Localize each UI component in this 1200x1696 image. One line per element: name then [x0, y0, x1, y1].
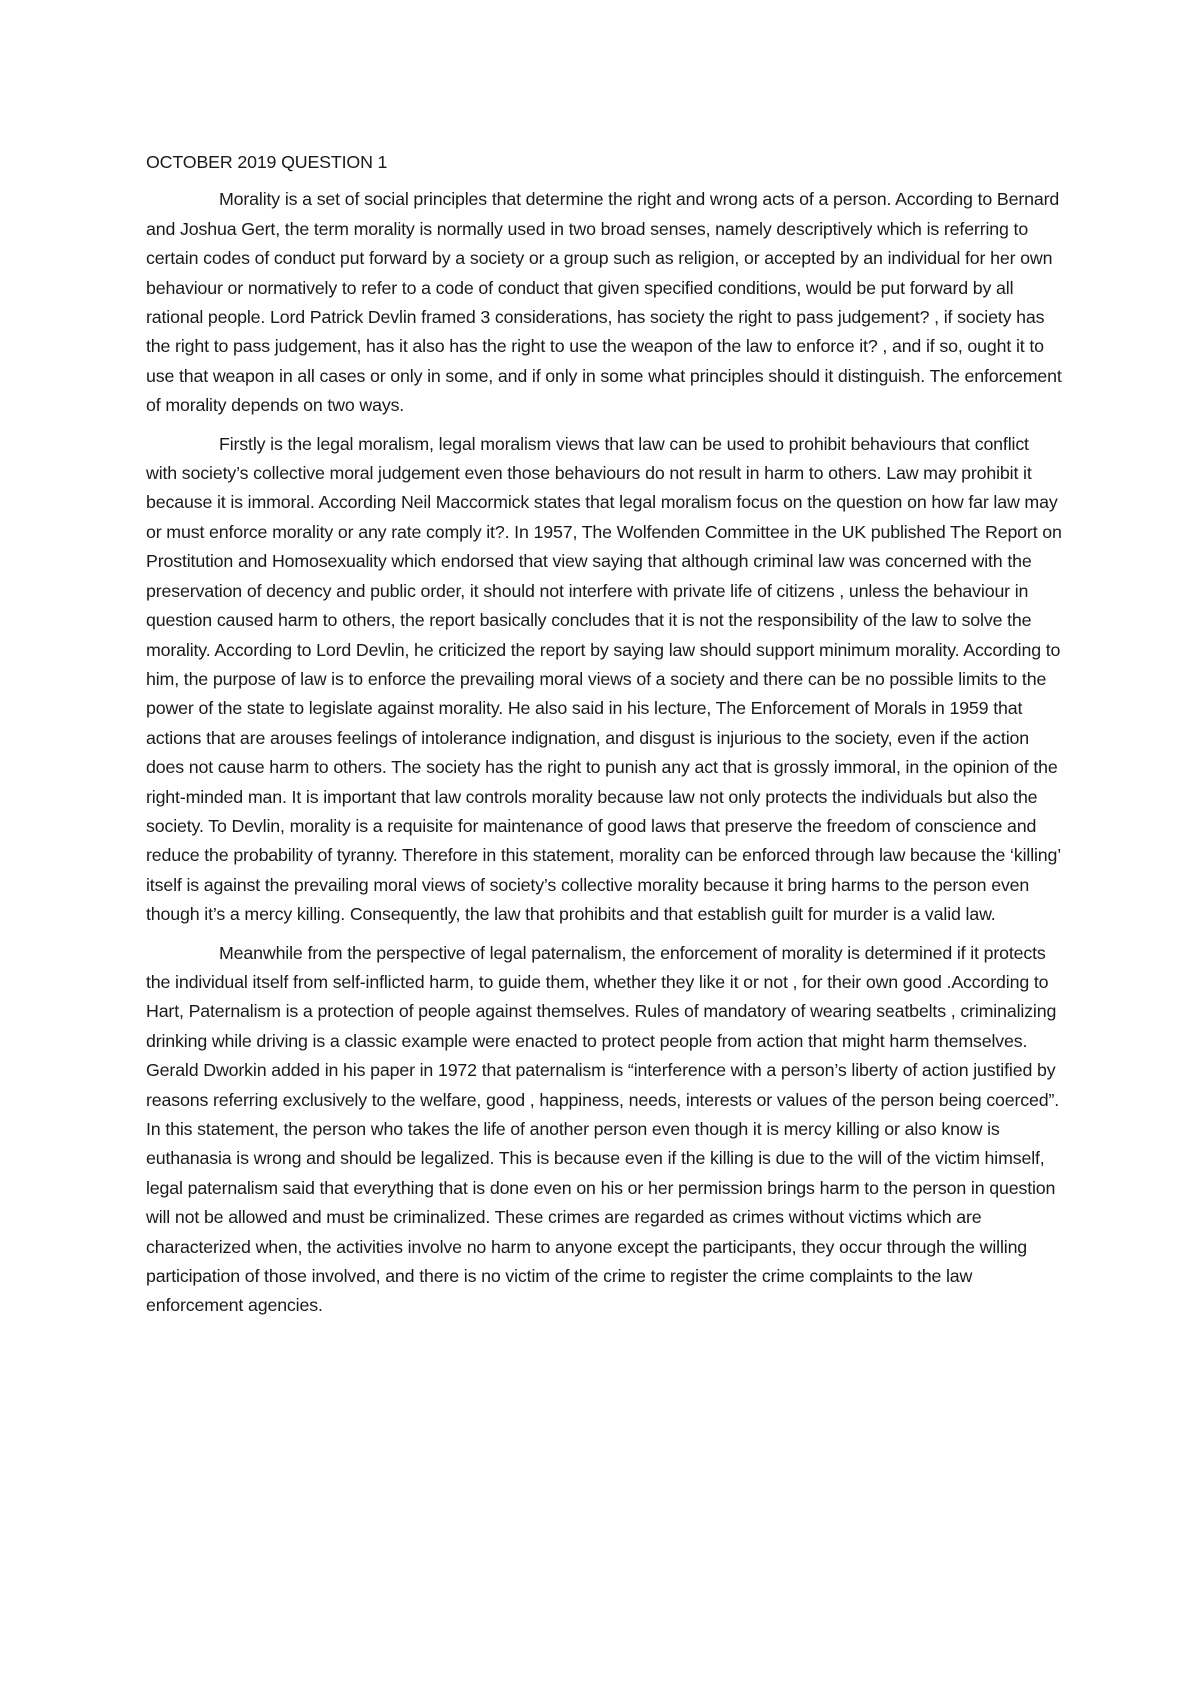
- paragraph-legal-moralism: Firstly is the legal moralism, legal moralism views that law can be used to prohibit behaviours that conflict with society’s collective moral judgement even those behaviours do not result in harm to others. Law may prohibit it because it is immoral. According Neil Maccormick states that legal moralism focus on the question on how far law may or must enforce morality or any rate comply it?. In 1957, The Wolfenden Committee in the UK published The Report on Prostitution and Homosexuality which endorsed that view saying that although criminal law was concerned with the preservation of decency and public order, it should not interfere with private life of citizens , unless the behaviour in question caused harm to others, the report basically concludes that it is not the responsibility of the law to solve the morality. According to Lord Devlin, he criticized the report by saying law should support minimum morality. According to him, the purpose of law is to enforce the prevailing moral views of a society and there can be no possible limits to the power of the state to legislate against morality. He also said in his lecture, The Enforcement of Morals in 1959 that actions that are arouses feelings of intolerance indignation, and disgust is injurious to the society, even if the action does not cause harm to others. The society has the right to punish any act that is grossly immoral, in the opinion of the right-minded man. It is important that law controls morality because law not only protects the individuals but also the society. To Devlin, morality is a requisite for maintenance of good laws that preserve the freedom of conscience and reduce the probability of tyranny. Therefore in this statement, morality can be enforced through law because the ‘killing’ itself is against the prevailing moral views of society’s collective morality because it bring harms to the person even though it’s a mercy killing. Consequently, the law that prohibits and that establish guilt for murder is a valid law.: [146, 433, 1062, 925]
- document-page: [146, 148, 1062, 1330]
- paragraph-morality-definition: Morality is a set of social principles that determine the right and wrong acts of a person. According to Bernard and Joshua Gert, the term morality is normally used in two broad senses, namely descriptively which is referring to certain codes of conduct put forward by a society or a group such as religion, or accepted by an individual for her own behaviour or normatively to refer to a code of conduct that given specified conditions, would be put forward by all rational people. Lord Patrick Devlin framed 3 considerations, has society the right to pass judgement? , if society has the right to pass judgement, has it also has the right to use the weapon of the law to enforce it? , and if so, ought it to use that weapon in all cases or only in some, and if only in some what principles should it distinguish. The enforcement of morality depends on two ways.: [146, 189, 1062, 416]
- document-heading: OCTOBER 2019 QUESTION 1: [146, 152, 388, 172]
- paragraph-legal-paternalism: Meanwhile from the perspective of legal paternalism, the enforcement of morality is determined if it protects the individual itself from self-inflicted harm, to guide them, whether they like it or not , for their own good .According to Hart, Paternalism is a protection of people against themselves. Rules of mandatory of wearing seatbelts , criminalizing drinking while driving is a classic example were enacted to protect people from action that might harm themselves. Gerald Dworkin added in his paper in 1972 that paternalism is “interference with a person’s liberty of action justified by reasons referring exclusively to the welfare, good , happiness, needs, interests or values of the person being coerced”. In this statement, the person who takes the life of another person even though it is mercy killing or also know is euthanasia is wrong and should be legalized. This is because even if the killing is due to the will of the victim himself, legal paternalism said that everything that is done even on his or her permission brings harm to the person in question will not be allowed and must be criminalized. These crimes are regarded as crimes without victims which are characterized when, the activities involve no harm to anyone except the participants, they occur through the willing participation of those involved, and there is no victim of the crime to register the crime complaints to the law enforcement agencies.: [146, 942, 1060, 1316]
